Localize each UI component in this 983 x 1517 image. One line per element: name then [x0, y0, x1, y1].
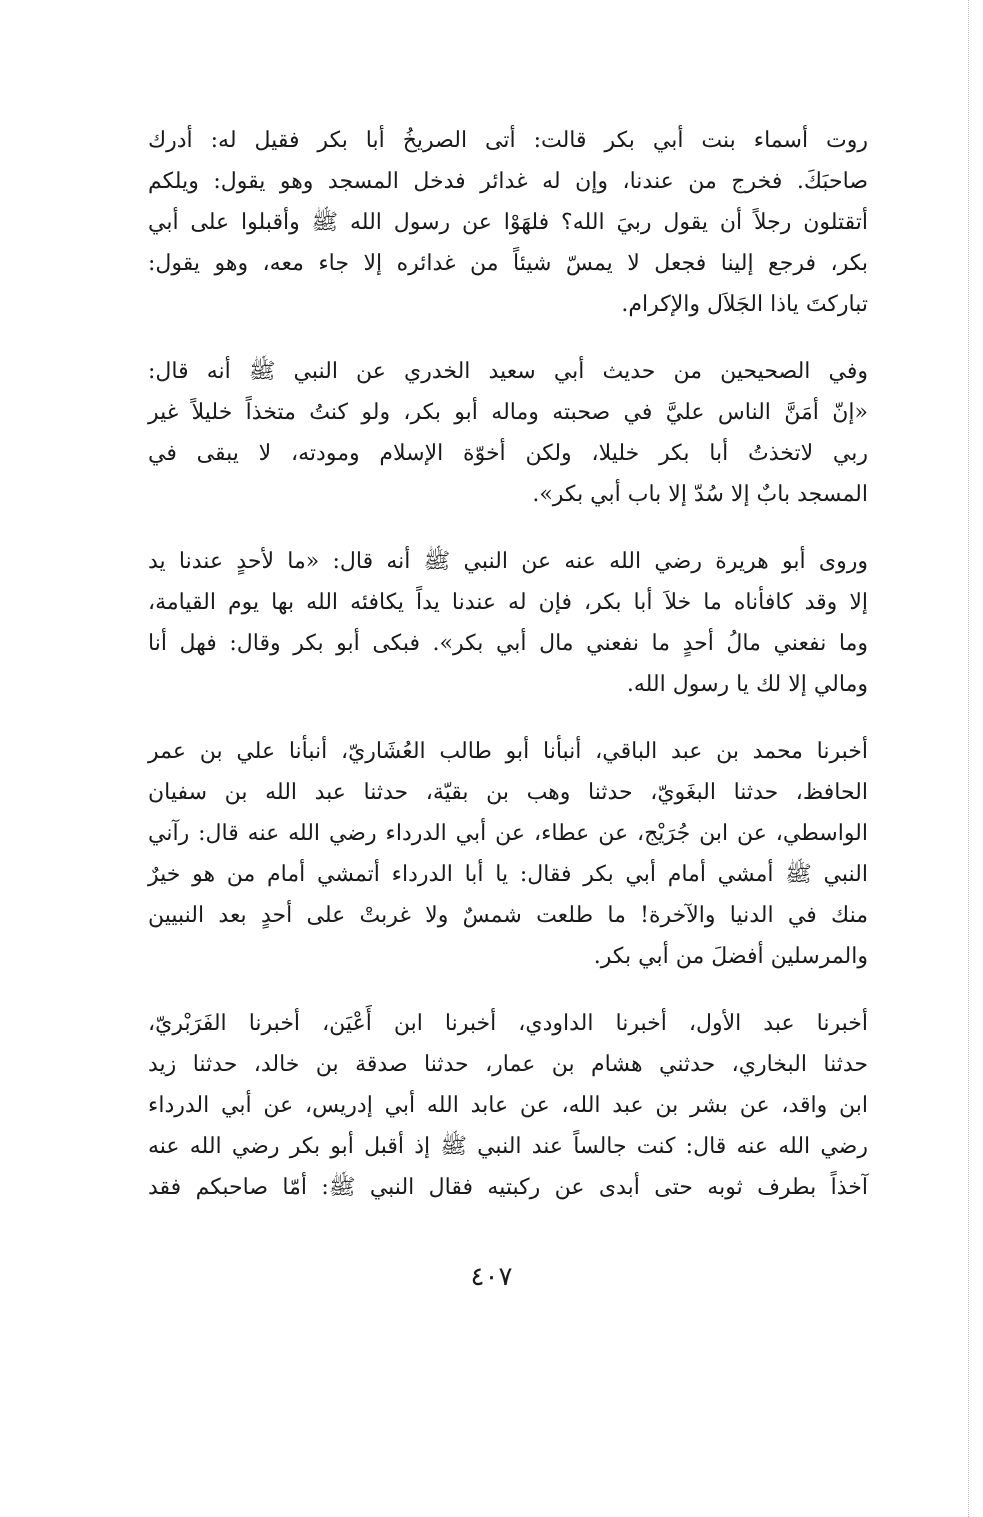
paragraph-2: [148, 351, 868, 515]
text-line: الواسطي، عن ابن جُرَيْج، عن عطاء، عن أبي الدرداء رضي الله عنه قال: رآني: [148, 821, 868, 846]
paragraph-4: [148, 731, 868, 977]
text-line: ابن واقد، عن بشر بن عبد الله، عن عابد الله أبي إدريس، عن أبي الدرداء: [148, 1093, 868, 1118]
text-line: حدثنا البخاري، حدثني هشام بن عمار، حدثنا صدقة بن خالد، حدثنا زيد: [148, 1052, 868, 1077]
text-line: بكر، فرجع إلينا فجعل لا يمسّ شيئاً من غدائره إلا جاء معه، وهو يقول:: [148, 251, 868, 276]
text-line: وفي الصحيحين من حديث أبي سعيد الخدري عن النبي ﷺ أنه قال:: [148, 359, 868, 384]
text-line: النبي ﷺ أمشي أمام أبي بكر فقال: يا أبا الدرداء أتمشي أمام من هو خيرٌ: [148, 862, 868, 887]
text-line: تباركتَ ياذا الجَلاَل والإكرام.: [621, 292, 868, 317]
text-line: أتقتلون رجلاً أن يقول ربيَ الله؟ فلهَوْا عن رسول الله ﷺ وأقبلوا على أبي: [148, 210, 868, 235]
text-line: أخبرنا عبد الأول، أخبرنا الداودي، أخبرنا ابن أَعْيَن، أخبرنا الفَرَبْريّ،: [148, 1011, 868, 1036]
text-line: وروى أبو هريرة رضي الله عنه عن النبي ﷺ أنه قال: «ما لأحدٍ عندنا يد: [148, 549, 868, 574]
text-line: ربي لاتخذتُ أبا بكر خليلا، ولكن أخوّة الإسلام ومودته، لا يبقى في: [148, 441, 868, 466]
paragraph-5: [148, 1003, 868, 1208]
page-number: ٤٠٧: [470, 1262, 513, 1292]
paragraph-3: [148, 541, 868, 705]
text-line: الحافظ، حدثنا البغَويّ، حدثنا وهب بن بقيّة، حدثنا عبد الله بن سفيان: [148, 780, 868, 805]
text-line: صاحبَكَ. فخرج من عندنا، وإن له غدائر فدخل المسجد وهو يقول: ويلكم: [148, 169, 868, 194]
text-line: منك في الدنيا والآخرة! ما طلعت شمسٌ ولا غربتْ على أحدٍ بعد النبيين: [148, 903, 868, 928]
text-line: «إنّ أمَنَّ الناس عليَّ في صحبته وماله أبو بكر، ولو كنتُ متخذاً خليلاً غير: [148, 400, 868, 425]
text-line: المسجد بابٌ إلا سُدّ إلا باب أبي بكر».: [532, 482, 868, 507]
text-line: رضي الله عنه قال: كنت جالساً عند النبي ﷺ إذ أقبل أبو بكر رضي الله عنه: [148, 1134, 868, 1159]
text-line: ومالي إلا لك يا رسول الله.: [626, 672, 868, 697]
text-line: أخبرنا محمد بن عبد الباقي، أنبأنا أبو طالب العُشَاريّ، أنبأنا علي بن عمر: [148, 739, 868, 764]
text-line: آخذاً بطرف ثوبه حتى أبدى عن ركبتيه فقال النبي ﷺ: أمّا صاحبكم فقد: [148, 1175, 868, 1200]
text-line: وما نفعني مالُ أحدٍ ما نفعني مال أبي بكر». فبكى أبو بكر وقال: فهل أنا: [148, 631, 868, 656]
paragraph-1: [148, 120, 868, 325]
text-line: إلا وقد كافأناه ما خلاَ أبا بكر، فإن له عندنا يداً يكافئه الله بها يوم القيامة،: [148, 590, 868, 615]
page-body: [148, 120, 868, 1234]
text-line: روت أسماء بنت أبي بكر قالت: أتى الصريخُ أبا بكر فقيل له: أدرك: [148, 128, 868, 153]
text-line: والمرسلين أفضلَ من أبي بكر.: [593, 944, 868, 969]
